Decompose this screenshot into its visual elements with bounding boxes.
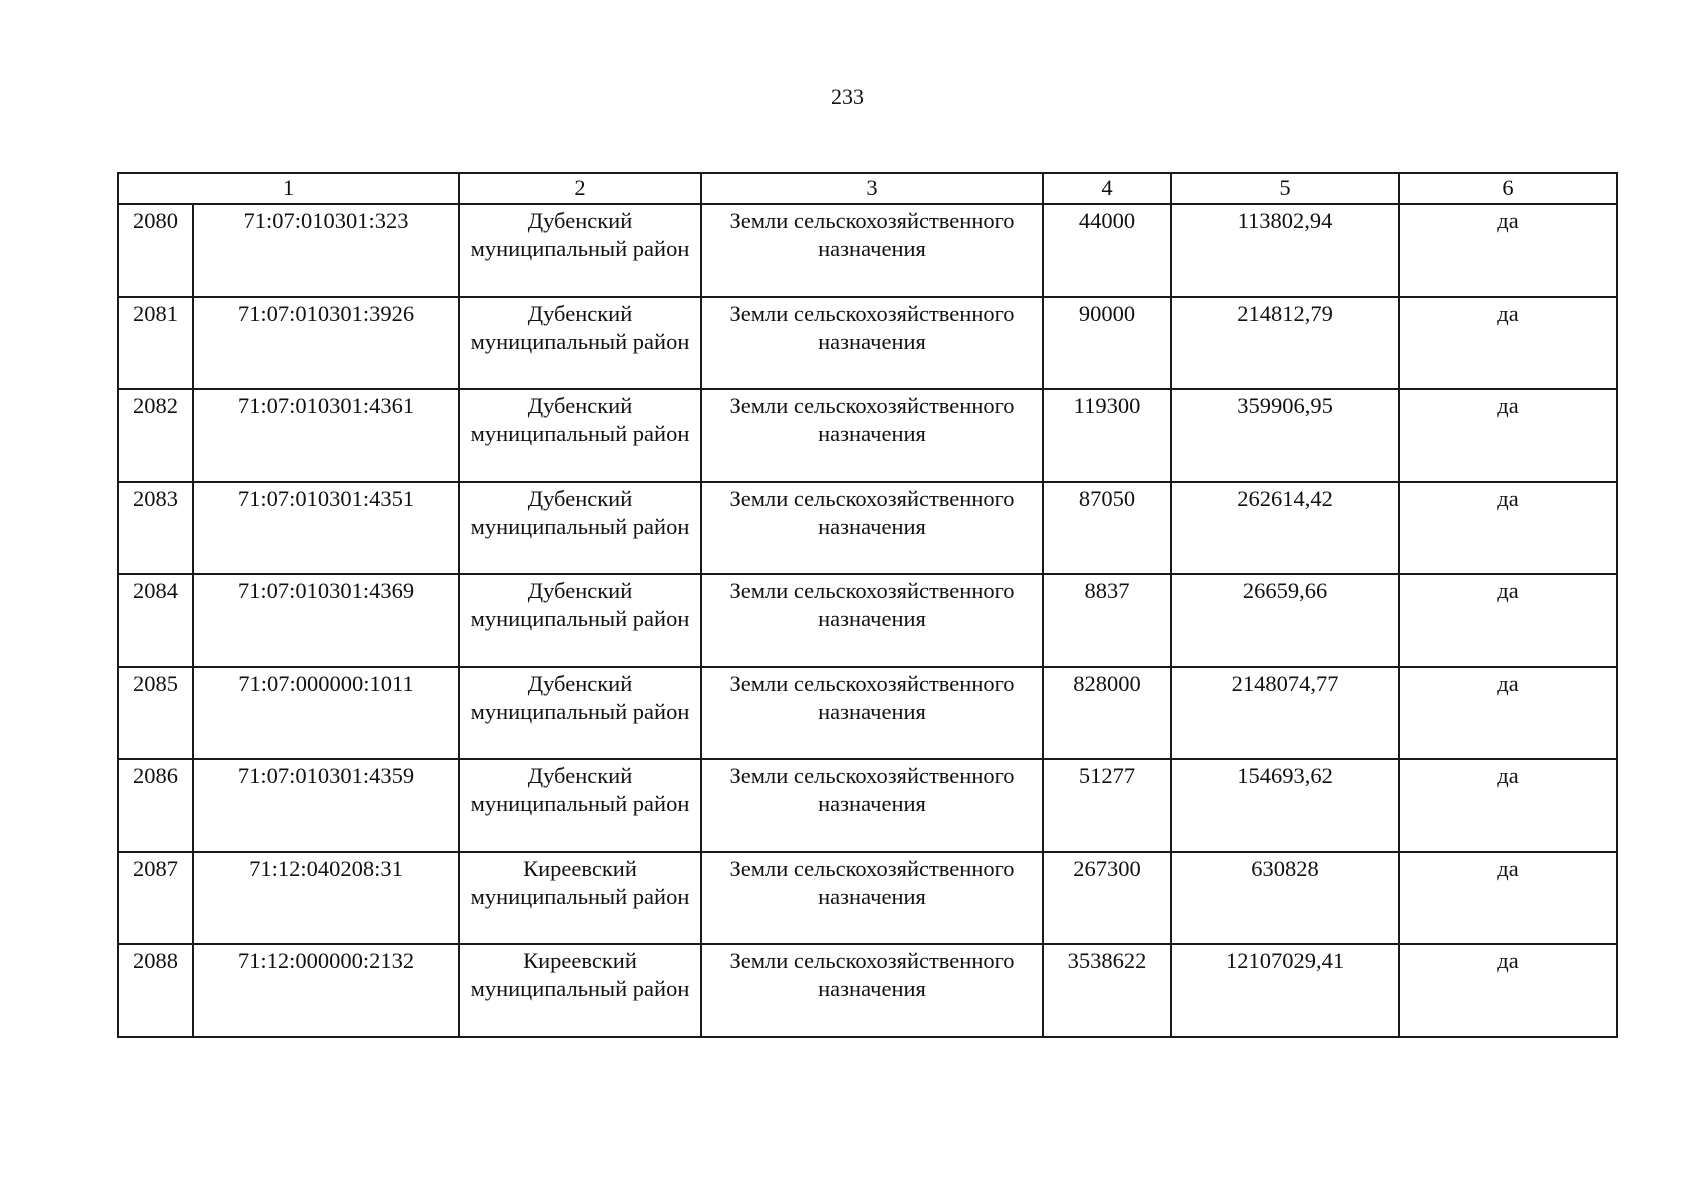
header-col-4: 4: [1043, 173, 1171, 204]
flag-cell: да: [1399, 852, 1617, 945]
land-category-cell: Земли сельскохозяйственного назначения: [701, 574, 1043, 667]
row-number-cell: 2083: [118, 482, 193, 575]
district-cell: Дубенский муниципальный район: [459, 389, 701, 482]
district-cell: Киреевский муниципальный район: [459, 944, 701, 1037]
district-cell: Дубенский муниципальный район: [459, 297, 701, 390]
district-cell: Дубенский муниципальный район: [459, 574, 701, 667]
land-category-cell: Земли сельскохозяйственного назначения: [701, 297, 1043, 390]
row-number-cell: 2080: [118, 204, 193, 297]
cadastral-number-cell: 71:07:000000:1011: [193, 667, 459, 760]
flag-cell: да: [1399, 389, 1617, 482]
land-category-cell: Земли сельскохозяйственного назначения: [701, 852, 1043, 945]
area-cell: 267300: [1043, 852, 1171, 945]
row-number-cell: 2088: [118, 944, 193, 1037]
table-row: [118, 667, 1617, 760]
row-number-cell: 2084: [118, 574, 193, 667]
row-number-cell: 2081: [118, 297, 193, 390]
cadastral-number-cell: 71:07:010301:4361: [193, 389, 459, 482]
table-row: [118, 204, 1617, 297]
table-row: [118, 759, 1617, 852]
flag-cell: да: [1399, 574, 1617, 667]
cadastral-value-cell: 630828: [1171, 852, 1399, 945]
cadastral-value-cell: 12107029,41: [1171, 944, 1399, 1037]
district-cell: Дубенский муниципальный район: [459, 482, 701, 575]
row-number-cell: 2085: [118, 667, 193, 760]
table-row: [118, 389, 1617, 482]
land-register-table: [117, 172, 1618, 1038]
land-category-cell: Земли сельскохозяйственного назначения: [701, 389, 1043, 482]
header-col-5: 5: [1171, 173, 1399, 204]
header-col-6: 6: [1399, 173, 1617, 204]
header-row: [118, 173, 1617, 204]
flag-cell: да: [1399, 667, 1617, 760]
land-category-cell: Земли сельскохозяйственного назначения: [701, 667, 1043, 760]
page-number: 233: [831, 84, 864, 109]
table-row: [118, 944, 1617, 1037]
table-row: [118, 574, 1617, 667]
land-category-cell: Земли сельскохозяйственного назначения: [701, 482, 1043, 575]
district-cell: Дубенский муниципальный район: [459, 204, 701, 297]
cadastral-value-cell: 26659,66: [1171, 574, 1399, 667]
cadastral-value-cell: 359906,95: [1171, 389, 1399, 482]
area-cell: 828000: [1043, 667, 1171, 760]
cadastral-value-cell: 2148074,77: [1171, 667, 1399, 760]
row-number-cell: 2087: [118, 852, 193, 945]
area-cell: 119300: [1043, 389, 1171, 482]
header-col-2: 2: [459, 173, 701, 204]
table-body: [118, 204, 1617, 1037]
area-cell: 3538622: [1043, 944, 1171, 1037]
area-cell: 8837: [1043, 574, 1171, 667]
district-cell: Дубенский муниципальный район: [459, 759, 701, 852]
cadastral-value-cell: 262614,42: [1171, 482, 1399, 575]
cadastral-value-cell: 113802,94: [1171, 204, 1399, 297]
flag-cell: да: [1399, 759, 1617, 852]
area-cell: 90000: [1043, 297, 1171, 390]
row-number-cell: 2082: [118, 389, 193, 482]
cadastral-number-cell: 71:12:000000:2132: [193, 944, 459, 1037]
header-col-3: 3: [701, 173, 1043, 204]
table-row: [118, 297, 1617, 390]
district-cell: Дубенский муниципальный район: [459, 667, 701, 760]
area-cell: 51277: [1043, 759, 1171, 852]
cadastral-number-cell: 71:07:010301:323: [193, 204, 459, 297]
cadastral-number-cell: 71:07:010301:4351: [193, 482, 459, 575]
table-row: [118, 852, 1617, 945]
land-category-cell: Земли сельскохозяйственного назначения: [701, 204, 1043, 297]
flag-cell: да: [1399, 944, 1617, 1037]
cadastral-number-cell: 71:12:040208:31: [193, 852, 459, 945]
cadastral-value-cell: 154693,62: [1171, 759, 1399, 852]
district-cell: Киреевский муниципальный район: [459, 852, 701, 945]
cadastral-number-cell: 71:07:010301:4359: [193, 759, 459, 852]
land-category-cell: Земли сельскохозяйственного назначения: [701, 944, 1043, 1037]
flag-cell: да: [1399, 297, 1617, 390]
row-number-cell: 2086: [118, 759, 193, 852]
land-category-cell: Земли сельскохозяйственного назначения: [701, 759, 1043, 852]
area-cell: 44000: [1043, 204, 1171, 297]
table-header: [118, 173, 1617, 204]
area-cell: 87050: [1043, 482, 1171, 575]
flag-cell: да: [1399, 482, 1617, 575]
header-col-1: 1: [118, 173, 459, 204]
table-row: [118, 482, 1617, 575]
cadastral-number-cell: 71:07:010301:4369: [193, 574, 459, 667]
cadastral-value-cell: 214812,79: [1171, 297, 1399, 390]
cadastral-number-cell: 71:07:010301:3926: [193, 297, 459, 390]
flag-cell: да: [1399, 204, 1617, 297]
